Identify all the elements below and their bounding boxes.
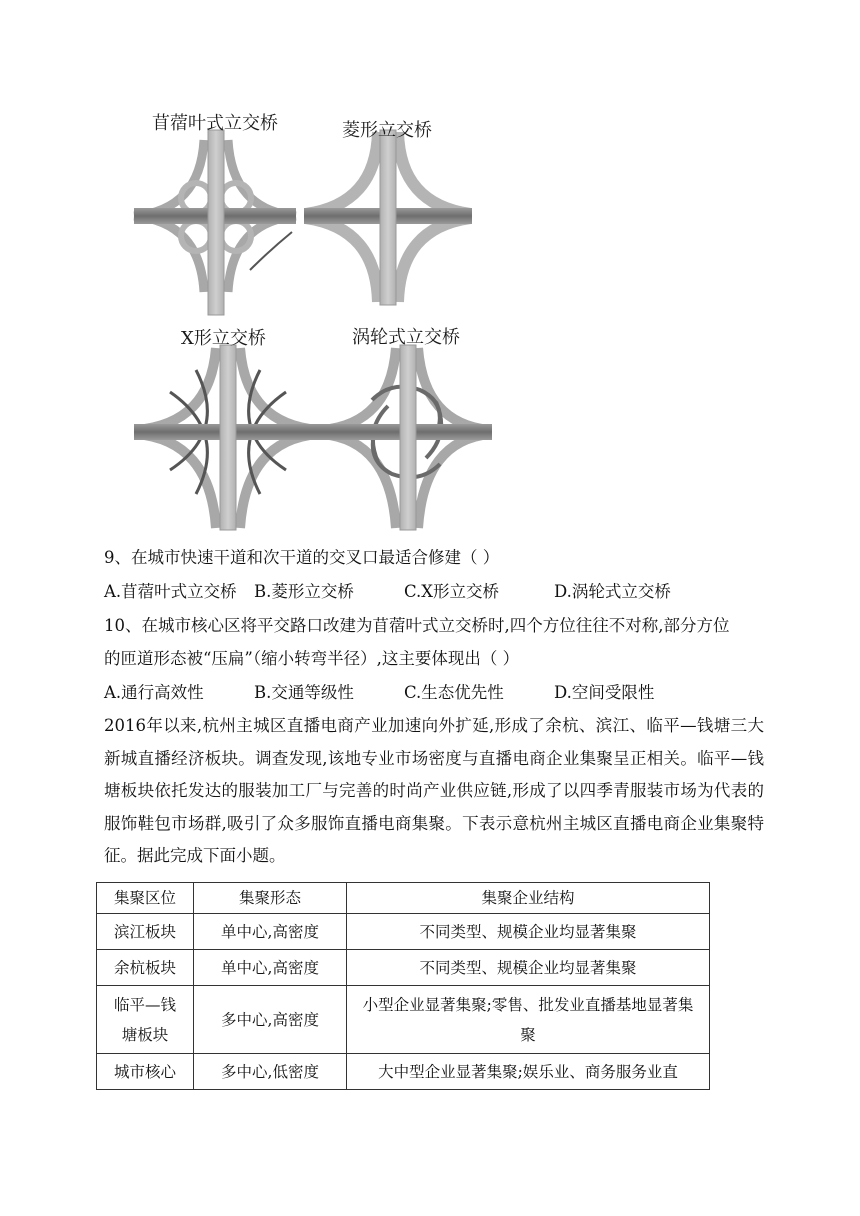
q9-option-a: A.苜蓿叶式立交桥 [104, 582, 237, 601]
interchange-figure [0, 0, 860, 540]
figure-label-diamond: 菱形立交桥 [342, 120, 432, 141]
table-cell: 单中心,高密度 [194, 950, 347, 986]
question-10-stem-line2: 的匝道形态被“压扁”（缩小转弯半径）,这主要体现出（ ） [104, 649, 520, 668]
q10-option-a: A.通行高效性 [104, 683, 204, 702]
q10-option-d: D.空间受限性 [554, 683, 655, 702]
table-cell: 不同类型、规模企业均显著集聚 [347, 914, 710, 950]
q10-option-c: C.生态优先性 [404, 683, 504, 702]
table-header-cell: 集聚区位 [97, 883, 194, 914]
table-cell: 滨江板块 [97, 914, 194, 950]
table-header-cell: 集聚形态 [194, 883, 347, 914]
q9-option-c: C.X形立交桥 [404, 582, 500, 601]
figure-label-cloverleaf: 苜蓿叶式立交桥 [152, 113, 278, 134]
q9-option-d: D.涡轮式立交桥 [554, 582, 671, 601]
diamond-interchange [304, 130, 472, 305]
table-row [97, 1054, 710, 1090]
figure-label-turbine: 涡轮式立交桥 [352, 327, 460, 348]
table-cell: 城市核心 [97, 1054, 194, 1090]
table-cell: 临平—钱塘板块 [97, 986, 194, 1054]
passage-text: 2016年以来,杭州主城区直播电商产业加速向外扩延,形成了余杭、滨江、临平—钱塘三大新城直播经济板块。调查发现,该地专业市场密度与直播电商企业集聚呈正相关。临平—钱塘板块依托发达的服装加工厂与完善的时尚产业供应链,形成了以四季青服装市场为代表的服饰鞋包市场群,吸引了众多服饰直播电商集聚。下表示意杭州主城区直播电商企业集聚特征。据此完成下面小题。 [104, 716, 764, 866]
question-9-stem: 9、在城市快速干道和次干道的交叉口最适合修建（ ） [104, 548, 500, 567]
cluster-features-table [96, 882, 710, 1090]
table-cell: 多中心,高密度 [194, 986, 347, 1054]
table-header-row [97, 883, 710, 914]
table-cell: 单中心,高密度 [194, 914, 347, 950]
table-cell: 大中型企业显著集聚;娱乐业、商务服务业直 [347, 1054, 710, 1090]
question-10-stem-line1: 10、在城市核心区将平交路口改建为苜蓿叶式立交桥时,四个方位往往不对称,部分方位 [104, 616, 730, 635]
cloverleaf-interchange [134, 130, 296, 315]
table-row [97, 986, 710, 1054]
figure-label-x-shaped: X形立交桥 [181, 328, 266, 349]
table-row [97, 914, 710, 950]
table-row [97, 950, 710, 986]
table-cell: 小型企业显著集聚;零售、批发业直播基地显著集聚 [347, 986, 710, 1054]
table-cell: 不同类型、规模企业均显著集聚 [347, 950, 710, 986]
x-shaped-interchange [134, 345, 320, 530]
table-cell: 余杭板块 [97, 950, 194, 986]
table-cell: 多中心,低密度 [194, 1054, 347, 1090]
interchange-drawings [0, 0, 860, 540]
q10-option-b: B.交通等级性 [254, 683, 354, 702]
q9-option-b: B.菱形立交桥 [254, 582, 354, 601]
table-header-cell: 集聚企业结构 [347, 883, 710, 914]
turbine-interchange [320, 345, 492, 530]
